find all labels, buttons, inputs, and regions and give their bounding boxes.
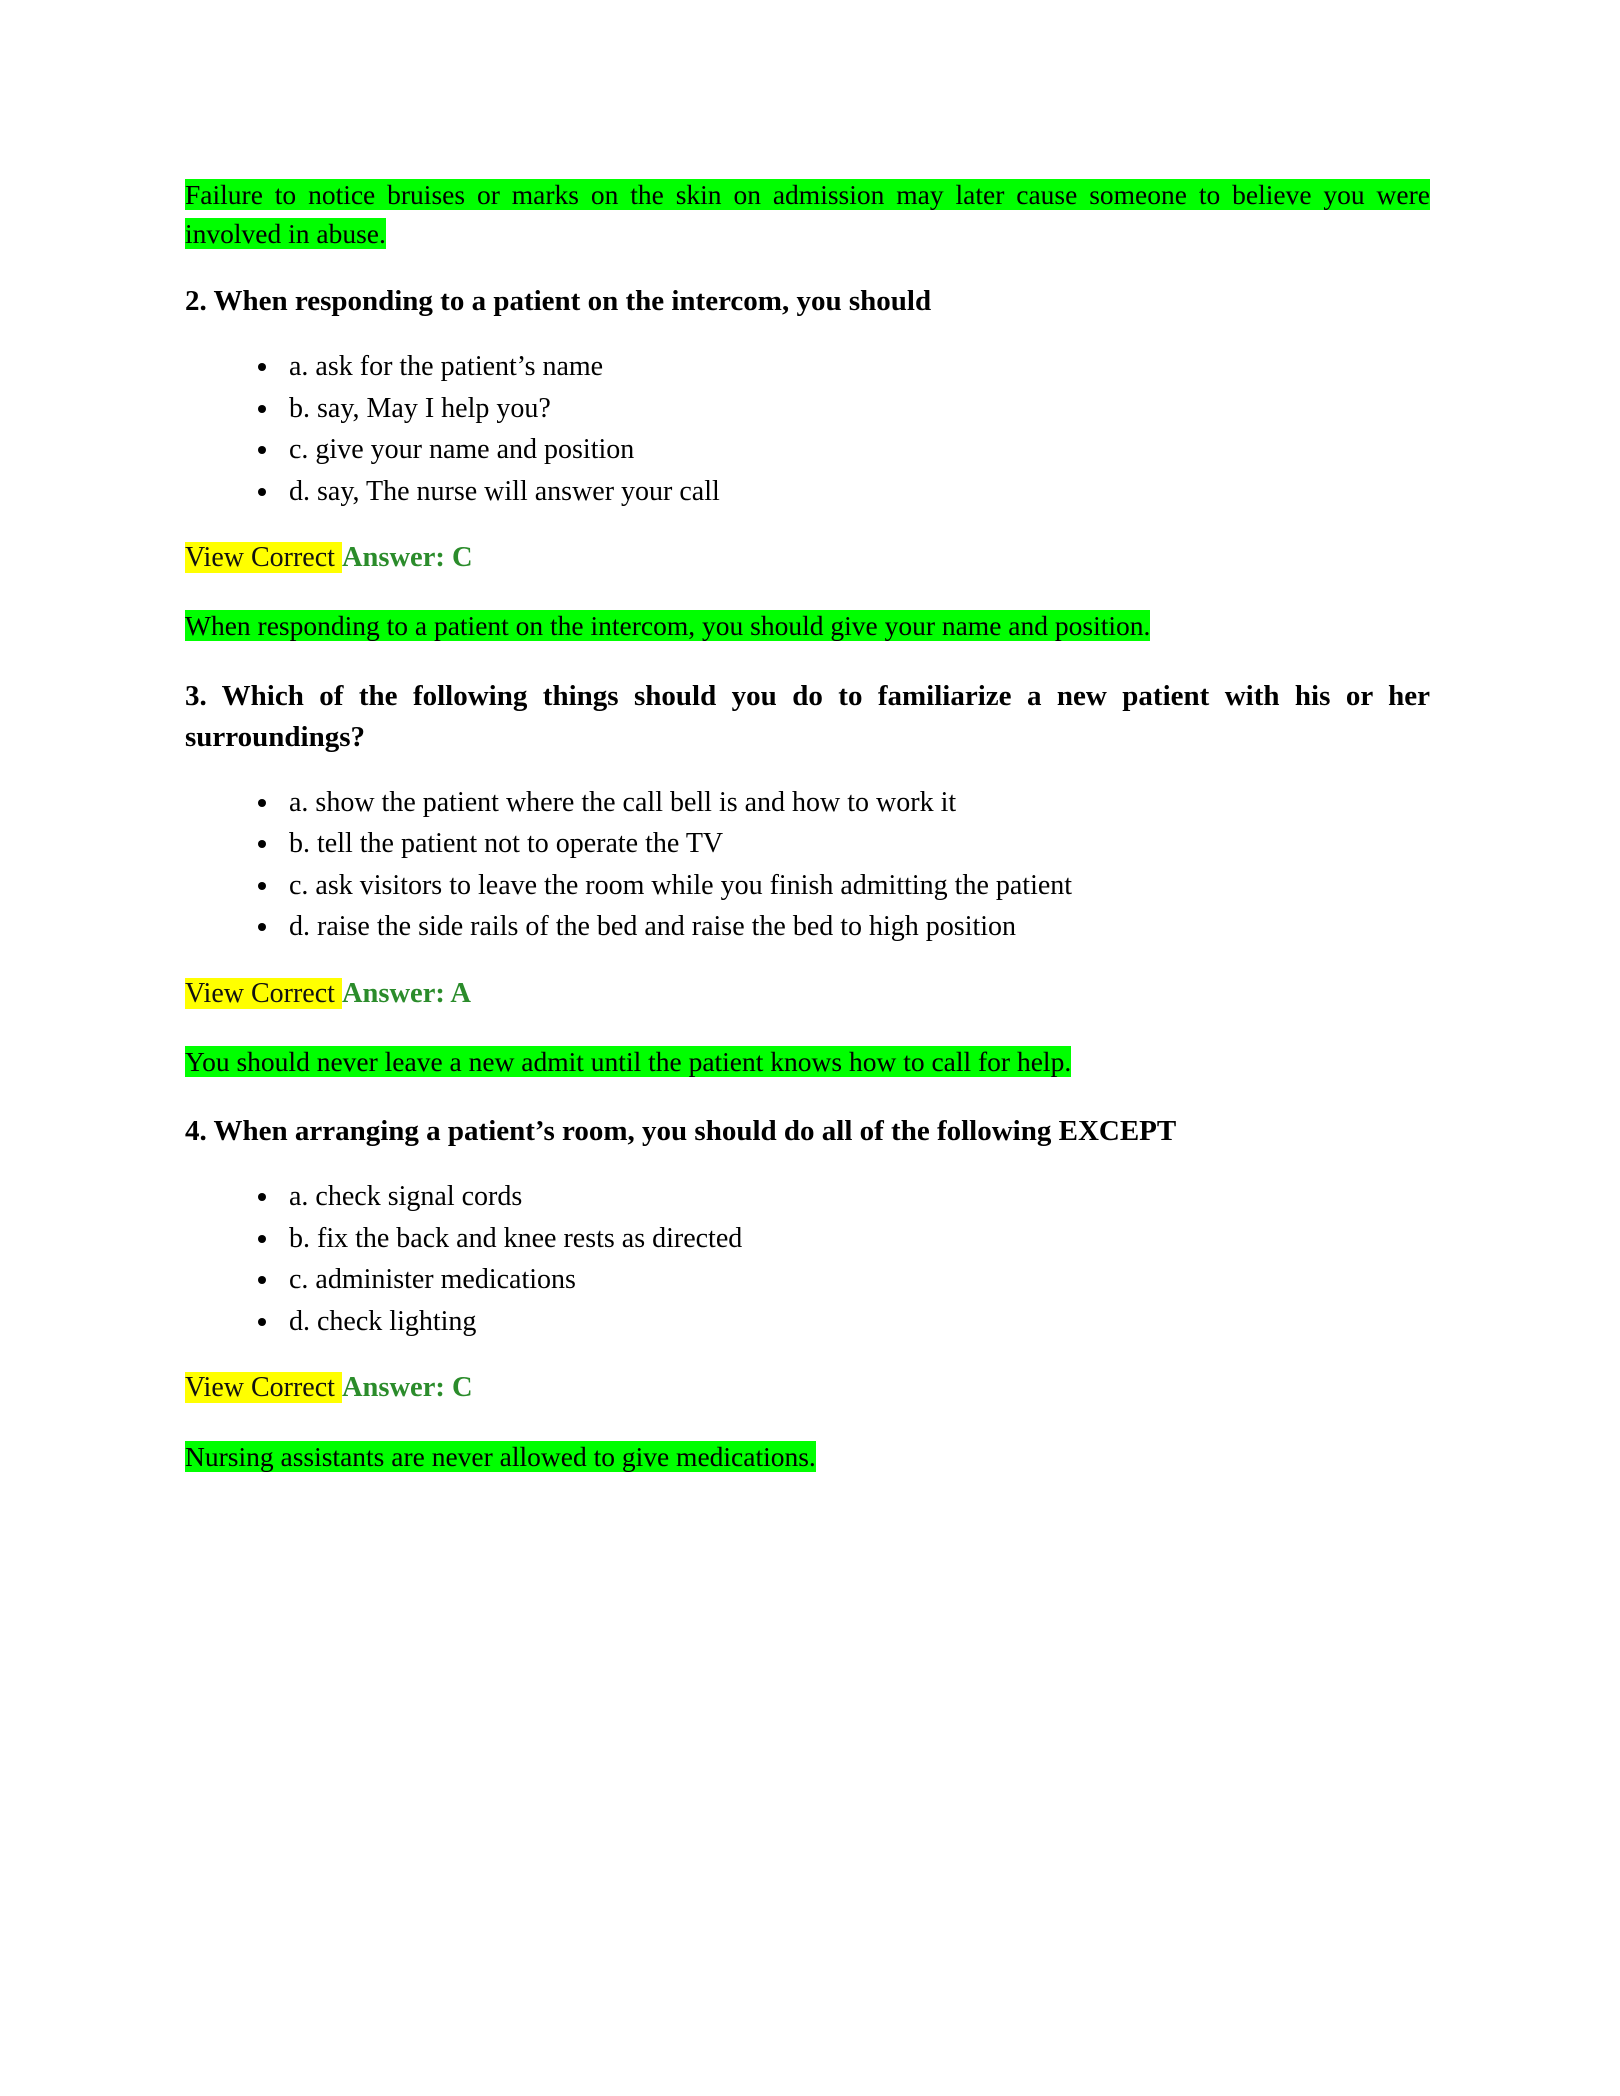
intro-note bbox=[185, 175, 1430, 253]
list-item[interactable]: • c. ask visitors to leave the room while you finish admitting the patient bbox=[281, 865, 1430, 906]
choices-list-2 bbox=[185, 346, 1430, 512]
answer-line-3 bbox=[185, 974, 1430, 1014]
list-item[interactable]: • a. ask for the patient’s name bbox=[281, 346, 1430, 387]
intro-note-text: Failure to notice bruises or marks on the skin on admission may later cause someone to believe you were involved in abuse. bbox=[185, 179, 1430, 250]
answer-line-4 bbox=[185, 1368, 1430, 1408]
question-heading-4: 4. When arranging a patient’s room, you should do all of the following EXCEPT bbox=[185, 1115, 1177, 1148]
list-item[interactable]: • c. give your name and position bbox=[281, 429, 1430, 470]
list-item[interactable]: • b. tell the patient not to operate the TV bbox=[281, 823, 1430, 864]
explanation-3 bbox=[185, 1042, 1430, 1081]
view-correct-link-4[interactable]: View Correct bbox=[185, 1372, 342, 1404]
question-heading-3: 3. Which of the following things should you do to familiarize a new patient with his or her surroundings? bbox=[185, 679, 1430, 753]
view-correct-link-3[interactable]: View Correct bbox=[185, 977, 342, 1009]
explanation-2 bbox=[185, 606, 1430, 645]
choices-list-4 bbox=[185, 1176, 1430, 1342]
answer-label-3: Answer: A bbox=[341, 977, 471, 1009]
list-item[interactable]: • a. show the patient where the call bell is and how to work it bbox=[281, 782, 1430, 823]
choices-list-3 bbox=[185, 782, 1430, 948]
explanation-text-2: When responding to a patient on the intercom, you should give your name and position. bbox=[185, 610, 1151, 642]
explanation-4 bbox=[185, 1437, 1430, 1476]
answer-line-2 bbox=[185, 538, 1430, 578]
explanation-text-4: Nursing assistants are never allowed to give medications. bbox=[185, 1440, 816, 1472]
explanation-text-3: You should never leave a new admit until the patient knows how to call for help. bbox=[185, 1046, 1072, 1078]
list-item[interactable]: • d. raise the side rails of the bed and raise the bed to high position bbox=[281, 906, 1430, 947]
answer-label-2: Answer: C bbox=[341, 542, 473, 574]
document-body bbox=[185, 175, 1430, 1476]
list-item[interactable]: • b. fix the back and knee rests as directed bbox=[281, 1218, 1430, 1259]
answer-label-4: Answer: C bbox=[341, 1372, 473, 1404]
list-item[interactable]: • a. check signal cords bbox=[281, 1176, 1430, 1217]
list-item[interactable]: • c. administer medications bbox=[281, 1259, 1430, 1300]
question-heading-2: 2. When responding to a patient on the intercom, you should bbox=[185, 285, 932, 318]
list-item[interactable]: • d. check lighting bbox=[281, 1301, 1430, 1342]
list-item[interactable]: • b. say, May I help you? bbox=[281, 388, 1430, 429]
view-correct-link-2[interactable]: View Correct bbox=[185, 542, 342, 574]
list-item[interactable]: • d. say, The nurse will answer your call bbox=[281, 471, 1430, 512]
